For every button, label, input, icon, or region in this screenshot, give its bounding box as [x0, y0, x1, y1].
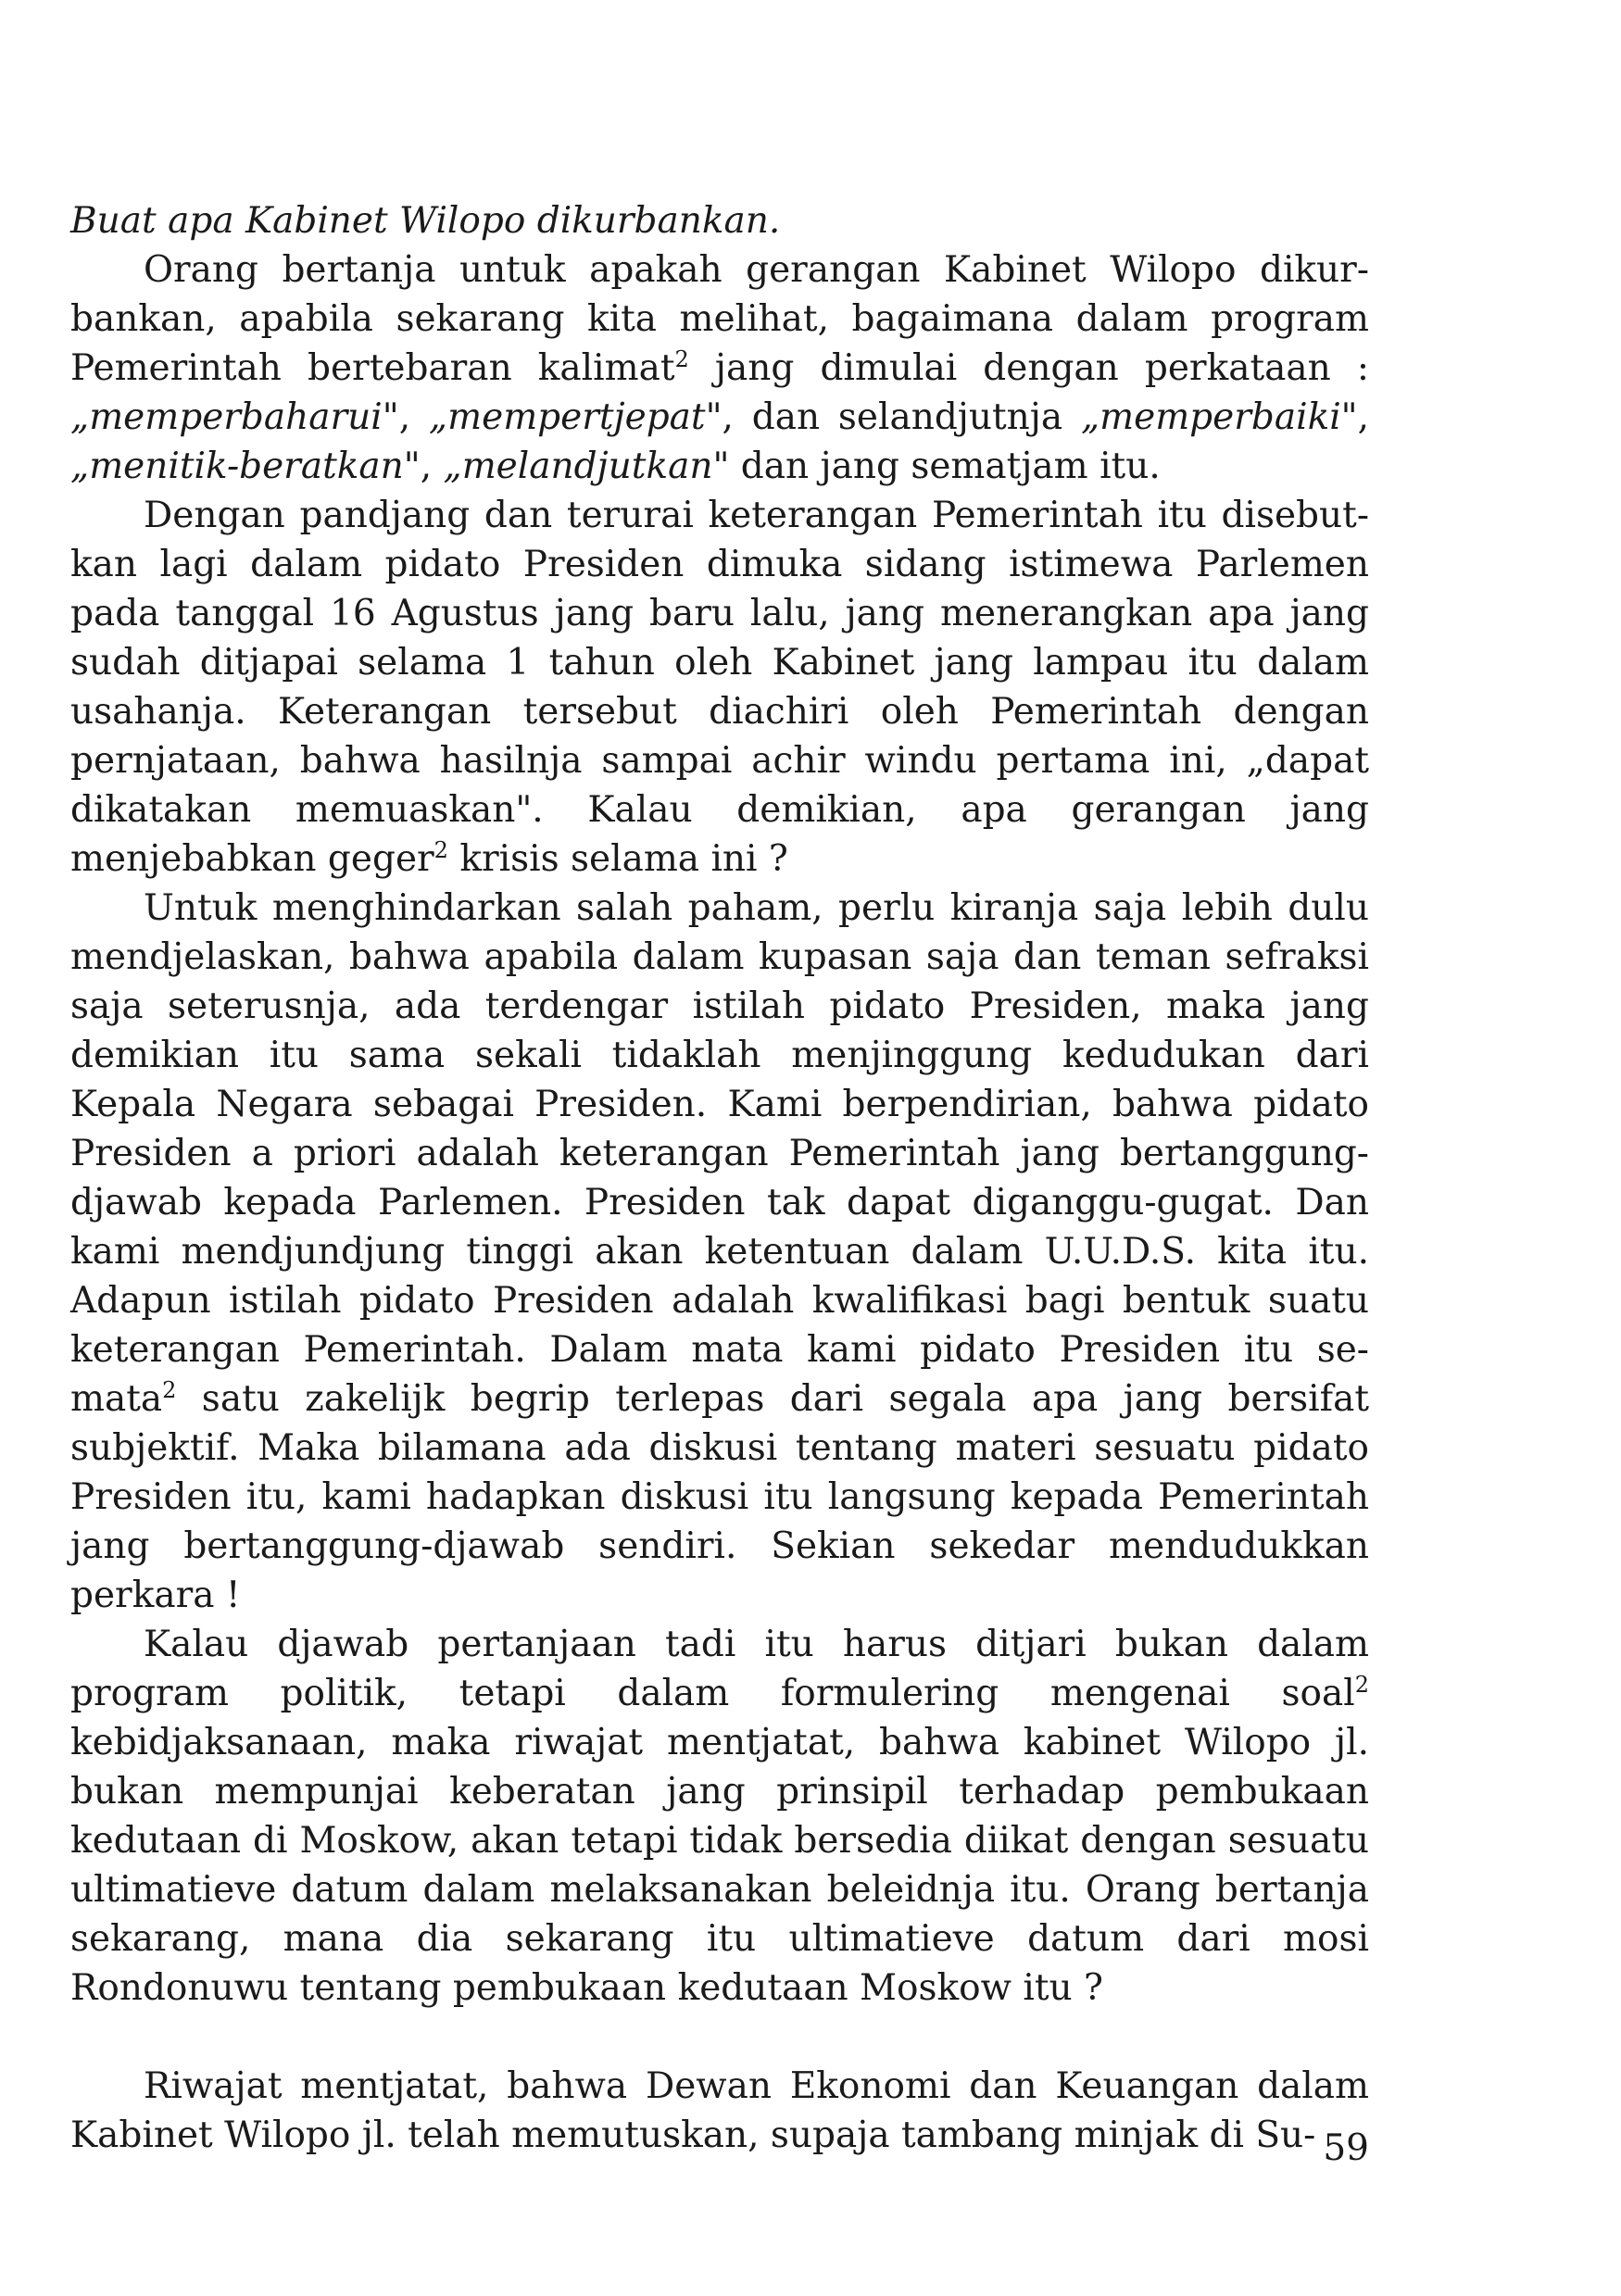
paragraph-3	[70, 884, 1369, 1620]
separator: ,	[1357, 396, 1370, 438]
paragraph-4	[70, 1620, 1369, 2013]
paragraph-3-text-a: Untuk menghindarkan salah paham, perlu kiranja saja lebih dulu mendjelaskan, bahwa apabila dalam kupasan saja dan teman sefraksi saja seterusnja, ada terdengar istilah pidato Presiden, maka jang demikian itu sama sekali tidaklah menjinggung kedudukan dari Kepala Negara sebagai Presiden. Kami berpendirian, bahwa pidato Presiden a priori adalah keterangan Pemerintah jang bertanggung-djawab kepada Parlemen. Presiden tak dapat diganggu-gugat. Dan kami mendjundjung tinggi akan ketentuan dalam U.U.D.S. kita itu. Adapun istilah pidato Presiden adalah kwalifikasi bagi bentuk suatu keterangan Pemerintah. Dalam mata kami pidato Presiden itu se-mata	[70, 887, 1369, 1420]
separator: ,	[398, 396, 429, 438]
separator: ,	[420, 445, 444, 487]
superscript-2: 2	[674, 346, 689, 372]
paragraph-2-text-a: Dengan pandjang dan terurai keterangan Pemerintah itu disebutkan lagi dalam pidato Presiden dimuka sidang istimewa Parlemen pada tanggal 16 Agustus jang baru lalu, jang menerangkan apa jang sudah ditjapai selama 1 tahun oleh Kabinet jang lampau itu dalam usahanja. Keterangan tersebut diachiri oleh Pemerintah dengan pernjataan, bahwa hasilnja sampai achir windu pertama ini, „dapat dikatakan memuaskan". Kalau demikian, apa gerangan jang menjebabkan geger	[70, 495, 1369, 880]
superscript-2: 2	[434, 837, 448, 863]
paragraph-5-text-a: Riwajat mentjatat, bahwa Dewan Ekonomi dan Keuangan dalam Kabinet Wilopo jl. telah memutuskan, supaja tambang minjak di Su-	[70, 2065, 1369, 2156]
paragraph-3-text-b: satu zakelijk begrip terlepas dari segala apa jang bersifat subjektif. Maka bilamana ada diskusi tentang materi sesuatu pidato Presiden itu, kami hadapkan diskusi itu langsung kepada Pemerintah jang bertanggung-djawab sendiri. Sekian sekedar mendudukkan perkara !	[70, 1378, 1369, 1616]
quoted-term-memperbaiki: „memperbaiki"	[1080, 396, 1358, 438]
superscript-2: 2	[1354, 1672, 1369, 1698]
paragraph-2-text-b: krisis selama ini ?	[447, 838, 788, 880]
paragraph-4-text-a: Kalau djawab pertanjaan tadi itu harus ditjari bukan dalam program politik, tetapi dalam formulering mengenai soal	[70, 1624, 1369, 1714]
paragraph-1-text-c: dan jang sematjam itu.	[729, 445, 1161, 487]
separator: , dan selandjutnja	[722, 396, 1081, 438]
paragraph-1-text-b: jang dimulai dengan perkataan :	[688, 347, 1369, 389]
section-heading: Buat apa Kabinet Wilopo dikurbankan.	[70, 200, 781, 242]
quoted-term-memperbaharui: „memperbaharui"	[70, 396, 399, 438]
quoted-term-mempertjepat: „mempertjepat"	[428, 396, 723, 438]
paragraph-4-text-b: kebidjaksanaan, maka riwajat mentjatat, bahwa kabinet Wilopo jl. bukan mempunjai keberatan jang prinsipil terhadap pembukaan kedutaan di Moskow, akan tetapi tidak bersedia diikat dengan sesuatu ultimatieve datum dalam melaksanakan beleidnja itu. Orang bertanja sekarang, mana dia sekarang itu ultimatieve datum dari mosi Rondonuwu tentang pembukaan kedutaan Moskow itu ?	[70, 1722, 1369, 2009]
body-text	[70, 196, 1369, 2160]
quoted-term-melandjutkan: „melandjutkan"	[443, 445, 730, 487]
paragraph-1-text-a: Orang bertanja untuk apakah gerangan Kabinet Wilopo dikurbankan, apabila sekarang kita melihat, bagaimana dalam program Pemerintah bertebaran kalimat	[70, 249, 1369, 389]
paragraph-2	[70, 491, 1369, 884]
page-number: 59	[1323, 2127, 1369, 2169]
paragraph-5	[70, 2062, 1369, 2160]
superscript-2: 2	[162, 1377, 177, 1403]
paragraph-1	[70, 245, 1369, 491]
quoted-term-menitik-beratkan: „menitik-beratkan"	[70, 445, 421, 487]
